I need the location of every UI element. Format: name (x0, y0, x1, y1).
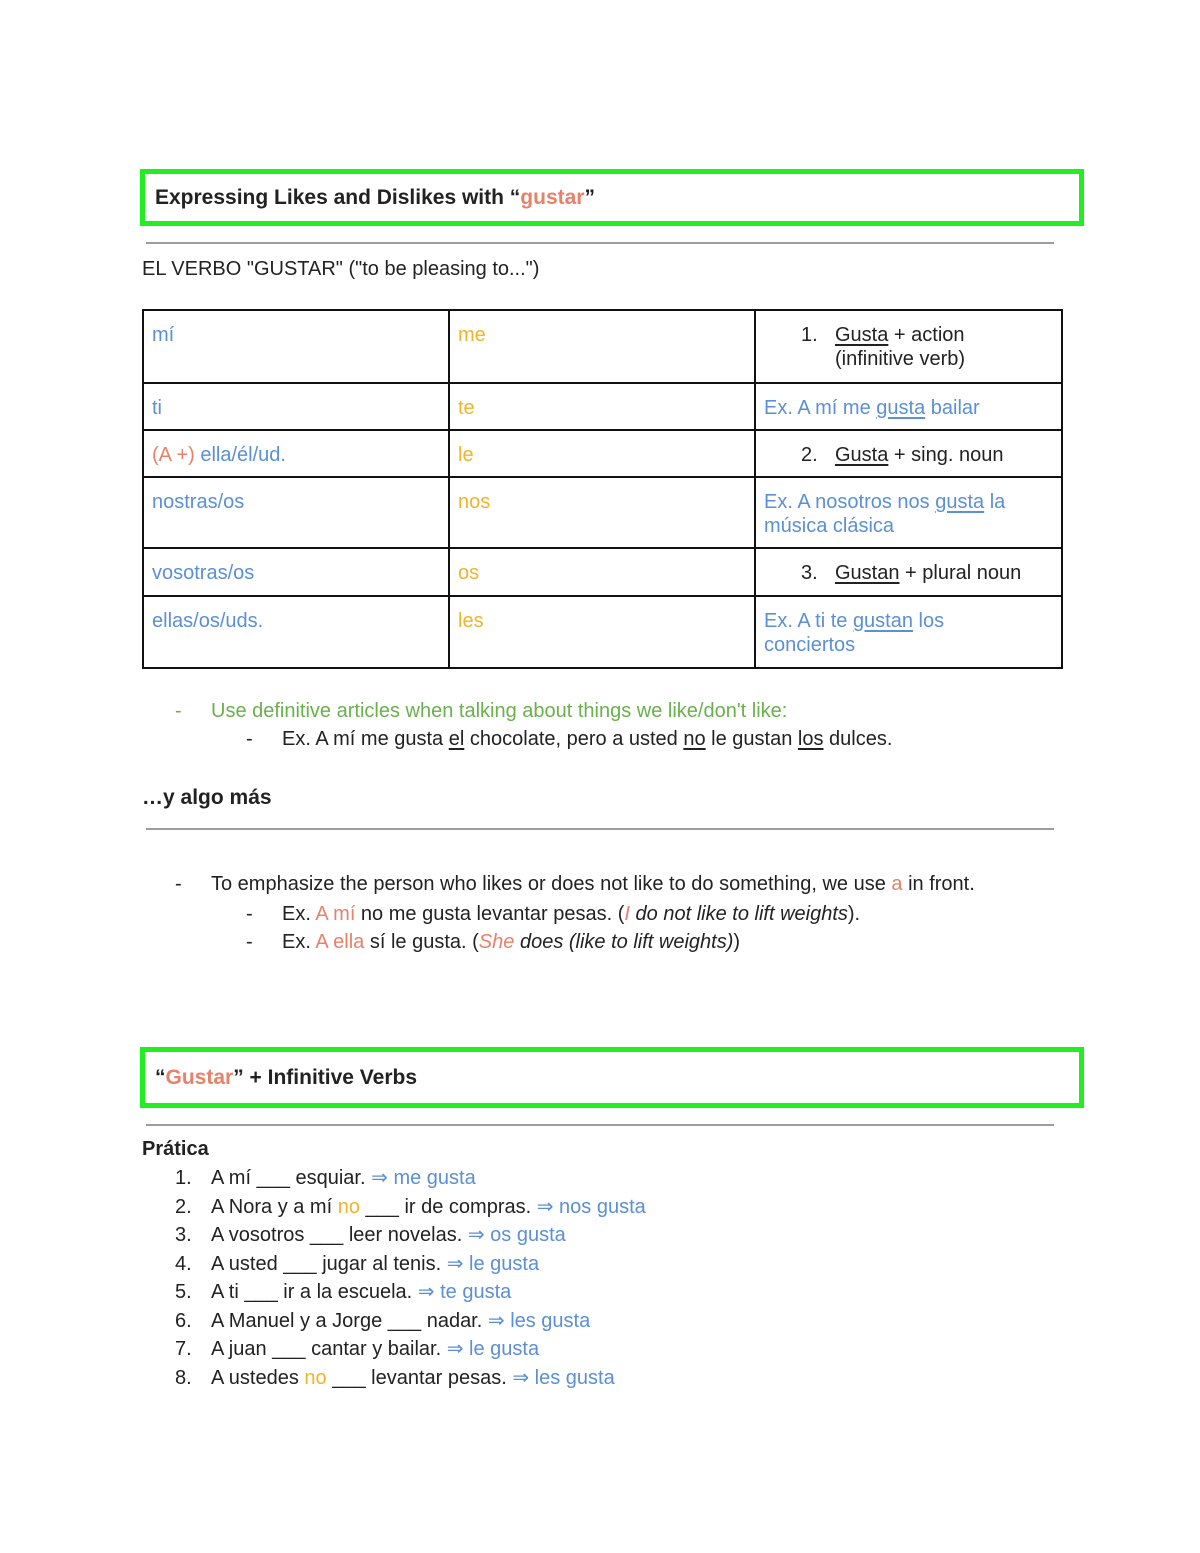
rule-line2: (infinitive verb) (835, 348, 966, 370)
example-article: el (448, 728, 465, 750)
item-number: 7. (175, 1338, 192, 1360)
practice-heading: Prática (142, 1138, 209, 1160)
translation-highlight: I (624, 903, 630, 925)
arrow-icon: ⇒ (371, 1167, 388, 1189)
example-part: Ex. (282, 931, 316, 953)
item-number: 2. (175, 1195, 192, 1218)
table-row (143, 596, 1062, 668)
item-answer: le gusta (469, 1252, 540, 1275)
list-item (175, 1278, 646, 1307)
item-text: A juan ___ cantar y bailar. (211, 1338, 447, 1360)
table-row (143, 383, 1062, 430)
pronoun-cell: nostras/os (143, 477, 449, 548)
rule-cell-3 (755, 548, 1062, 596)
pronoun-cell (143, 430, 449, 477)
divider (146, 242, 1054, 244)
example-word: gusta (876, 397, 926, 419)
item-text: A ustedes (211, 1366, 305, 1389)
divider (146, 828, 1054, 830)
item-answer: le gusta (469, 1338, 540, 1360)
item-number: 5. (175, 1281, 192, 1303)
rule-word: Gustan (835, 562, 900, 584)
title-post: ” (584, 185, 595, 209)
table-row (143, 430, 1062, 477)
example-part: le gustan (705, 728, 798, 750)
example-negation: no (683, 728, 706, 750)
rule-word: Gusta (835, 444, 889, 466)
example-cell-3 (755, 596, 1062, 668)
item-number: 8. (175, 1366, 192, 1389)
item-number: 6. (175, 1309, 192, 1332)
rule-cell-2 (755, 430, 1062, 477)
bullet-dash: - (246, 728, 253, 750)
example-cell-2 (755, 477, 1062, 548)
pronoun-cell: ti (143, 383, 449, 430)
articles-note: Use definitive articles when talking about things we like/don't like: (211, 700, 788, 722)
rule-rest: + action (888, 324, 965, 346)
translation: do not like to lift weights (629, 903, 848, 925)
divider (146, 1124, 1054, 1126)
title-word: gustar (520, 185, 585, 209)
example-word: gusta (935, 491, 985, 513)
example-pre: Ex. A mí me (764, 397, 877, 419)
indirect-cell: le (449, 430, 755, 477)
example-part: Ex. (282, 903, 316, 925)
arrow-icon: ⇒ (417, 1281, 435, 1303)
example-highlight: A ella (315, 931, 365, 953)
rule-cell-1 (755, 310, 1062, 383)
example-line2: conciertos (764, 634, 856, 656)
example-cell-1 (755, 383, 1062, 430)
emphasis-note (211, 873, 975, 896)
subtitle: EL VERBO "GUSTAR" ("to be pleasing to...") (142, 258, 540, 280)
item-text: A usted ___ jugar al tenis. (211, 1252, 447, 1275)
item-number: 4. (175, 1252, 192, 1275)
arrow-icon: ⇒ (536, 1195, 554, 1218)
arrow-icon: ⇒ (487, 1309, 505, 1332)
item-negation: no (337, 1195, 360, 1218)
list-item (175, 1307, 646, 1336)
example-part: ). (847, 903, 861, 925)
example-part: sí le gusta. ( (364, 931, 479, 953)
gustar-table (142, 309, 1063, 669)
item-answer: me gusta (393, 1167, 476, 1189)
bullet-dash: - (175, 700, 182, 722)
example-line2: música clásica (764, 515, 895, 537)
rule-rest: + sing. noun (888, 444, 1004, 466)
item-answer: les gusta (510, 1309, 591, 1332)
rule-number: 3. (801, 562, 818, 584)
title-text (155, 186, 595, 210)
item-answer: nos gusta (559, 1195, 646, 1218)
item-text: A mí ___ esquiar. (211, 1167, 372, 1189)
arrow-icon: ⇒ (467, 1224, 485, 1246)
indirect-cell: nos (449, 477, 755, 548)
list-item (175, 1250, 646, 1279)
list-item (175, 1335, 646, 1364)
pronoun-cell: vosotras/os (143, 548, 449, 596)
item-text: A ti ___ ir a la escuela. (211, 1281, 418, 1303)
pronoun-prefix: (A +) (152, 444, 201, 466)
title-pre: Expressing Likes and Dislikes with “ (155, 185, 521, 209)
example-highlight: A mí (315, 903, 356, 925)
translation-highlight: She (478, 931, 515, 953)
title-post: ” + Infinitive Verbs (233, 1065, 417, 1089)
arrow-icon: ⇒ (446, 1338, 464, 1360)
indirect-cell: les (449, 596, 755, 668)
example-part: chocolate, pero a usted (464, 728, 684, 750)
item-number: 1. (175, 1167, 192, 1189)
bullet-dash: - (246, 903, 253, 925)
articles-example (282, 728, 892, 751)
pronoun-text: ella/él/ud. (200, 444, 286, 466)
example-pre: Ex. A nosotros nos (764, 491, 936, 513)
note-post: in front. (902, 873, 975, 895)
example-article: los (797, 728, 824, 750)
list-item (175, 1364, 646, 1393)
table-row (143, 548, 1062, 596)
note-a: a (891, 873, 903, 895)
example-part: no me gusta levantar pesas. ( (355, 903, 625, 925)
table-row (143, 477, 1062, 548)
practice-list (175, 1164, 646, 1392)
item-text: A Nora y a mí (211, 1195, 338, 1218)
note-text: To emphasize the person who likes or does not like to do something, we use (211, 873, 892, 895)
item-text: A Manuel y a Jorge ___ nadar. (211, 1309, 488, 1332)
indirect-cell: me (449, 310, 755, 383)
table-row (143, 310, 1062, 383)
example-pre: Ex. A ti te (764, 610, 853, 632)
example-post: los (913, 610, 945, 632)
item-negation: no (304, 1366, 327, 1389)
item-answer: os gusta (490, 1224, 566, 1246)
item-answer: les gusta (534, 1366, 615, 1389)
section-title-gustar (140, 169, 1084, 226)
emphasis-example-1 (282, 903, 860, 926)
arrow-icon: ⇒ (446, 1252, 464, 1275)
indirect-cell: te (449, 383, 755, 430)
indirect-cell: os (449, 548, 755, 596)
example-part: dulces. (823, 728, 893, 750)
list-item (175, 1221, 646, 1250)
item-text: A vosotros ___ leer novelas. (211, 1224, 468, 1246)
list-item (175, 1193, 646, 1222)
title-word: Gustar (165, 1065, 234, 1089)
arrow-icon: ⇒ (512, 1366, 530, 1389)
emphasis-example-2 (282, 931, 740, 954)
title-text (155, 1066, 417, 1090)
pronoun-cell: mí (143, 310, 449, 383)
item-text: ___ levantar pesas. (326, 1366, 513, 1389)
item-answer: te gusta (440, 1281, 512, 1303)
rule-rest: + plural noun (899, 562, 1022, 584)
example-post: bailar (925, 397, 980, 419)
item-number: 3. (175, 1224, 192, 1246)
rule-number: 2. (801, 444, 818, 466)
bullet-dash: - (175, 873, 182, 895)
example-post: la (984, 491, 1006, 513)
pronoun-cell: ellas/os/uds. (143, 596, 449, 668)
rule-word: Gusta (835, 324, 889, 346)
list-item (175, 1164, 646, 1193)
section-heading-algo-mas: …y algo más (142, 786, 272, 809)
item-text: ___ ir de compras. (359, 1195, 537, 1218)
example-word: gustan (852, 610, 913, 632)
bullet-dash: - (246, 931, 253, 953)
title-pre: “ (155, 1065, 166, 1089)
translation: does (like to lift weights) (514, 931, 734, 953)
rule-number: 1. (801, 324, 818, 346)
example-part: ) (733, 931, 741, 953)
example-part: Ex. A mí me gusta (282, 728, 449, 750)
section-title-infinitive (140, 1047, 1084, 1108)
